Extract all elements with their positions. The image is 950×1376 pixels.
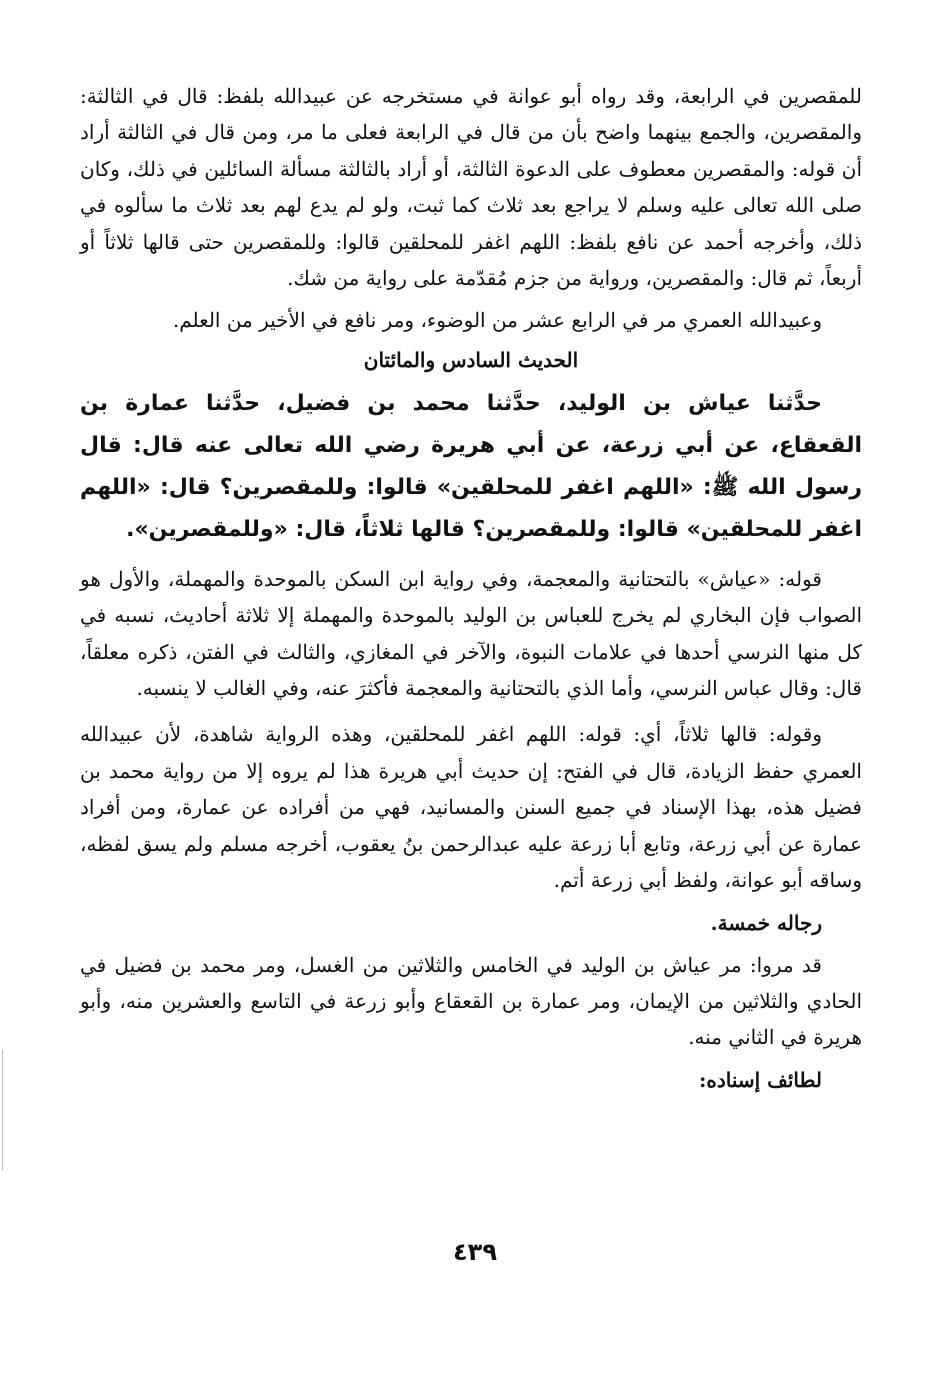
- commentary-paragraph: قوله: «عياش» بالتحتانية والمعجمة، وفي رواية ابن السكن بالموحدة والمهملة، والأول هو الصواب فإن البخاري لم يخرج للعباس بن الوليد بالموحدة والمهملة إلا ثلاثة أحاديث، نسبه في كل منها النرسي أحدها في علامات النبوة، والآخر في المغازي، والثالث في الفتن، ذكره معلقاً، قال: وقال عباس النرسي، وأما الذي بالتحتانية والمعجمة فأكثرَ عنه، وفي الغالب لا ينسبه.: [80, 566, 862, 701]
- scan-margin-line: [2, 1050, 3, 1170]
- hadith-text: حدَّثنا عياش بن الوليد، حدَّثنا محمد بن فضيل، حدَّثنا عمارة بن القعقاع، عن أبي زرعة، عن أبي هريرة رضي الله تعالى عنه قال: قال رسول الله ﷺ: «اللهم اغفر للمحلقين» قالوا: وللمقصرين؟ قال: «اللهم اغفر للمحلقين» قالوا: وللمقصرين؟ قالها ثلاثاً، قال: «وللمقصرين».: [80, 390, 862, 542]
- text-paragraph: للمقصرين في الرابعة، وقد رواه أبو عوانة في مستخرجه عن عبيدالله بلفظ: قال في الثالثة: والمقصرين، والجمع بينهما واضح بأن من قال في الرابعة فعلى ما مر، ومن قال في الثالثة أراد أن قوله: والمقصرين معطوف على الدعوة الثالثة، أو أراد بالثالثة مسألة السائلين في ذلك، وكان صلى الله تعالى عليه وسلم لا يراجع بعد ثلاث كما ثبت، ولو لم يدع لهم بعد ثلاث ما سألوه في ذلك، وأخرجه أحمد عن نافع بلفظ: اللهم اغفر للمحلقين قالوا: وللمقصرين حتى قالها ثلاثاً أو أربعاً، ثم قال: والمقصرين، ورواية من جزم مُقدّمة على رواية من شك.: [80, 84, 862, 291]
- text-paragraph: وعبيدالله العمري مر في الرابع عشر من الوضوء، ومر نافع في الأخير من العلم.: [172, 308, 822, 333]
- hadith-heading: الحديث السادس والمائتان: [363, 347, 579, 372]
- section-subheading: لطائف إسناده:: [698, 1067, 822, 1092]
- commentary-paragraph: وقوله: قالها ثلاثاً، أي: قوله: اللهم اغفر للمحلقين، وهذه الرواية شاهدة، لأن عبيدالله العمري حفظ الزيادة، قال في الفتح: إن حديث أبي هريرة هذا لم يروه إلا من رواية محمد بن فضيل هذه، بهذا الإسناد في جميع السنن والمسانيد، فهي من أفراده عن عمارة، ومن أفراد عمارة عن أبي زرعة، وتابع أبا زرعة عليه عبدالرحمن بنُ يعقوب، أخرجه مسلم ولم يسق لفظه، وساقه أبو عوانة، ولفظ أبي زرعة أتم.: [80, 722, 862, 893]
- section-subheading: رجاله خمسة.: [710, 910, 822, 935]
- page-number: ٤٣٩: [453, 1238, 497, 1266]
- narrators-paragraph: قد مروا: مر عياش بن الوليد في الخامس والثلاثين من الغسل، ومر محمد بن فضيل في الحادي والثلاثين من الإيمان، ومر عمارة بن القعقاع وأبو زرعة في التاسع والعشرين منه، وأبو هريرة في الثاني منه.: [80, 952, 862, 1050]
